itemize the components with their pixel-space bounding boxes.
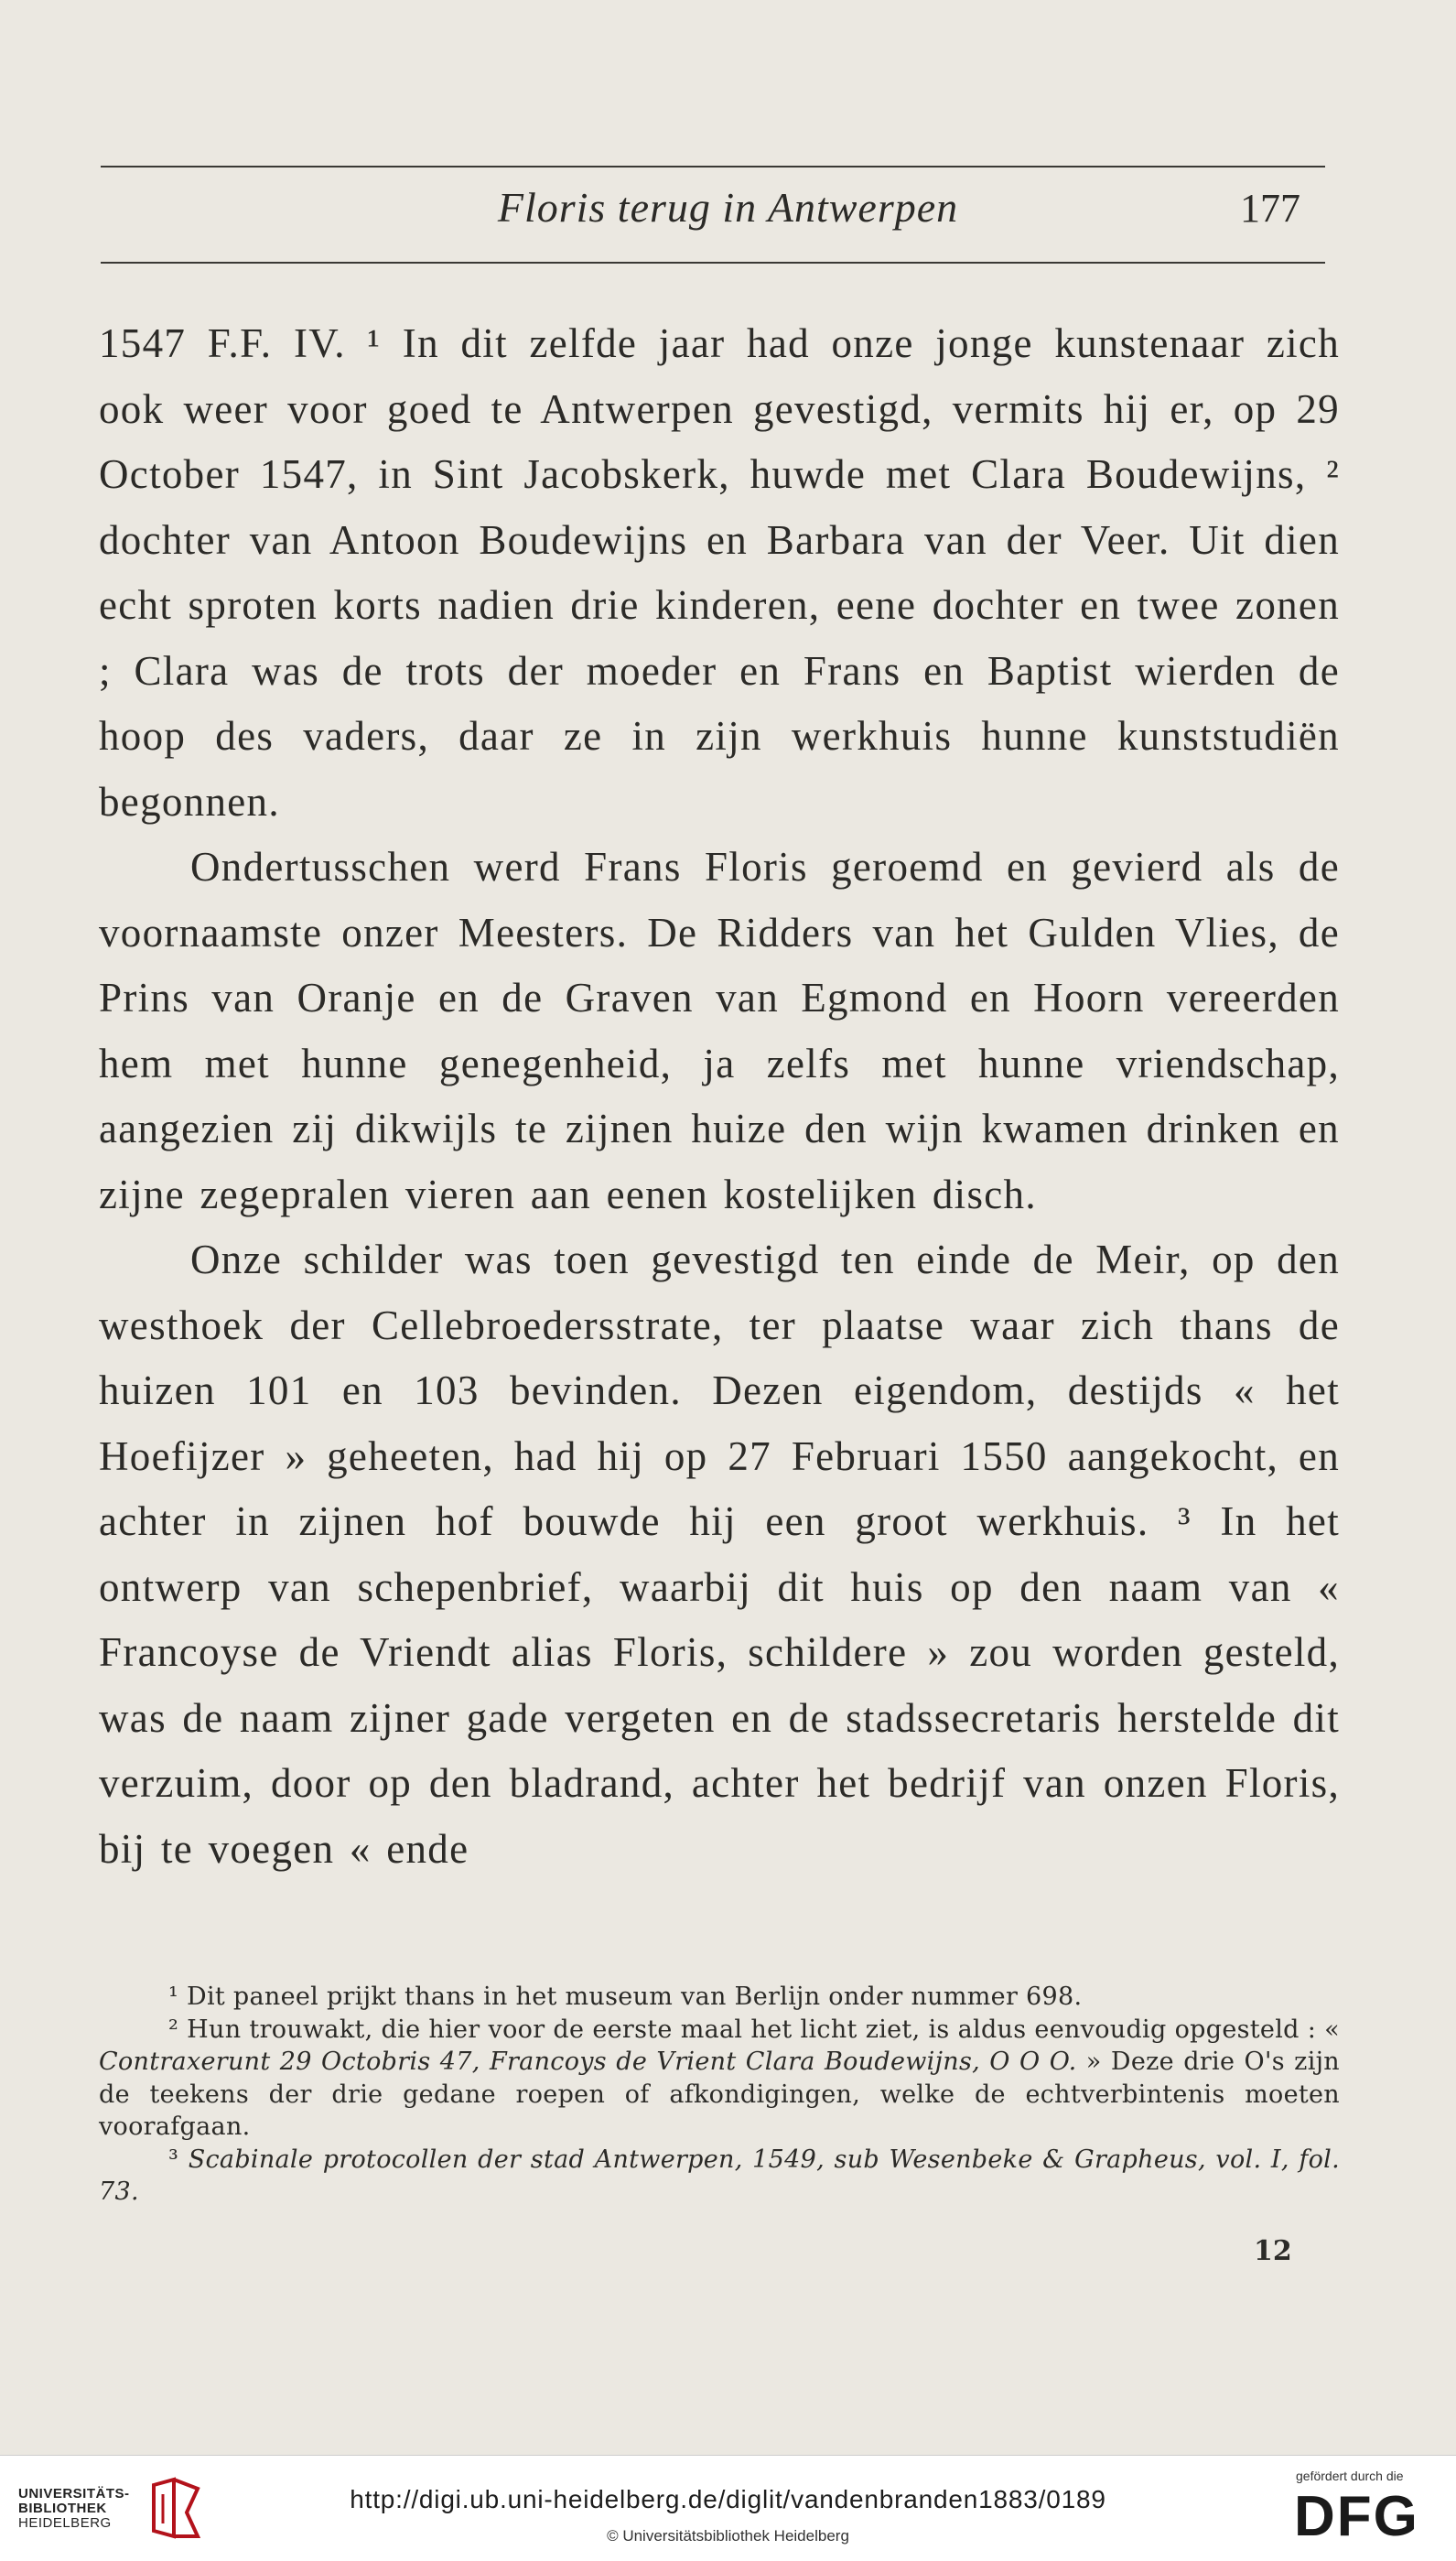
footnote-2-intro: ² Hun trouwakt, die hier voor de eerste maal het licht ziet, is aldus eenvoudig opgesteld : « <box>168 2015 1340 2044</box>
paragraph: Ondertusschen werd Frans Floris geroemd en gevierd als de voornaamste onzer Meesters. De Ridders van het Gulden Vlies, de Prins van Oranje en de Graven van Egmond en Hoorn vereerden hem met hunne genegenheid, ja zelfs met hunne vriendschap, aangezien zij dikwijls te zijnen huize den wijn kwamen drinken en zijne zegepralen vieren aan eenen kostelijken disch. <box>99 844 1340 1217</box>
paragraph: 1547 F.F. IV. ¹ In dit zelfde jaar had onze jonge kunstenaar zich ook weer voor goed te Antwerpen gevestigd, vermits hij er, op 29 October 1547, in Sint Jacobskerk, huwde met Clara Boudewijns, ² dochter van Antoon Boudewijns en Barbara van der Veer. Uit dien echt sproten korts nadien drie kinderen, eene dochter en twee zonen ; Clara was de trots der moeder en Frans en Baptist wierden de hoop des vaders, daar ze in zijn werkhuis hunne kunststudiën begonnen. <box>99 320 1340 825</box>
library-line: BIBLIOTHEK <box>18 2501 107 2516</box>
header-rule-top <box>101 166 1325 167</box>
body-text <box>99 311 1340 1882</box>
running-title: Floris terug in Antwerpen <box>497 184 959 231</box>
footer-bar <box>0 2455 1456 2561</box>
footnote-3 <box>99 2144 1340 2209</box>
dfg-logo: DFG <box>1294 2485 1419 2548</box>
dfg-support-text: gefördert durch die <box>1296 2469 1404 2483</box>
footnote-2 <box>99 2014 1340 2144</box>
copyright-text: © Universitätsbibliothek Heidelberg <box>607 2527 849 2545</box>
footnotes <box>99 1981 1340 2209</box>
source-url-link[interactable]: http://digi.ub.uni-heidelberg.de/diglit/vandenbranden1883/0189 <box>350 2485 1106 2513</box>
footnote-2-quote: Contraxerunt 29 Octobris 47, Francoys de Vrient Clara Boudewijns, O O O. <box>99 2048 1077 2076</box>
footnote-1: ¹ Dit paneel prijkt thans in het museum van Berlijn onder nummer 698. <box>168 1983 1083 2011</box>
paragraph: Onze schilder was toen gevestigd ten einde de Meir, op den westhoek der Cellebroedersstrate, ter plaatse waar zich thans de huizen 101 en 103 bevinden. Dezen eigendom, destijds « het Hoefijzer » geheeten, had hij op 27 Februari 1550 aangekocht, en achter in zijnen hof bouwde hij een groot werkhuis. ³ In het ontwerp van schepenbrief, waarbij dit huis op den naam van « Francoyse de Vriendt alias Floris, schildere » zou worden gesteld, was de naam zijner gade vergeten en de stadssecretaris herstelde dit verzuim, door op den bladrand, achter het bedrijf van onzen Floris, bij te voegen « ende <box>99 1237 1340 1872</box>
library-line: UNIVERSITÄTS- <box>18 2486 130 2502</box>
header-rule-bottom <box>101 262 1325 264</box>
signature-mark: 12 <box>1254 2235 1292 2267</box>
footnote-3-number: ³ <box>168 2145 189 2174</box>
library-line: HEIDELBERG <box>18 2515 112 2531</box>
page-number: 177 <box>1240 186 1300 231</box>
footnote-3-text: Scabinale protocollen der stad Antwerpen, 1549, sub Wesenbeke & Grapheus, vol. I, fol. 73. <box>99 2145 1340 2206</box>
footnote-2-rest: » Deze drie O's zijn de teekens der drie gedane roepen of afkondigingen, welke de echtverbintenis moeten voorafgaan. <box>99 2048 1340 2141</box>
